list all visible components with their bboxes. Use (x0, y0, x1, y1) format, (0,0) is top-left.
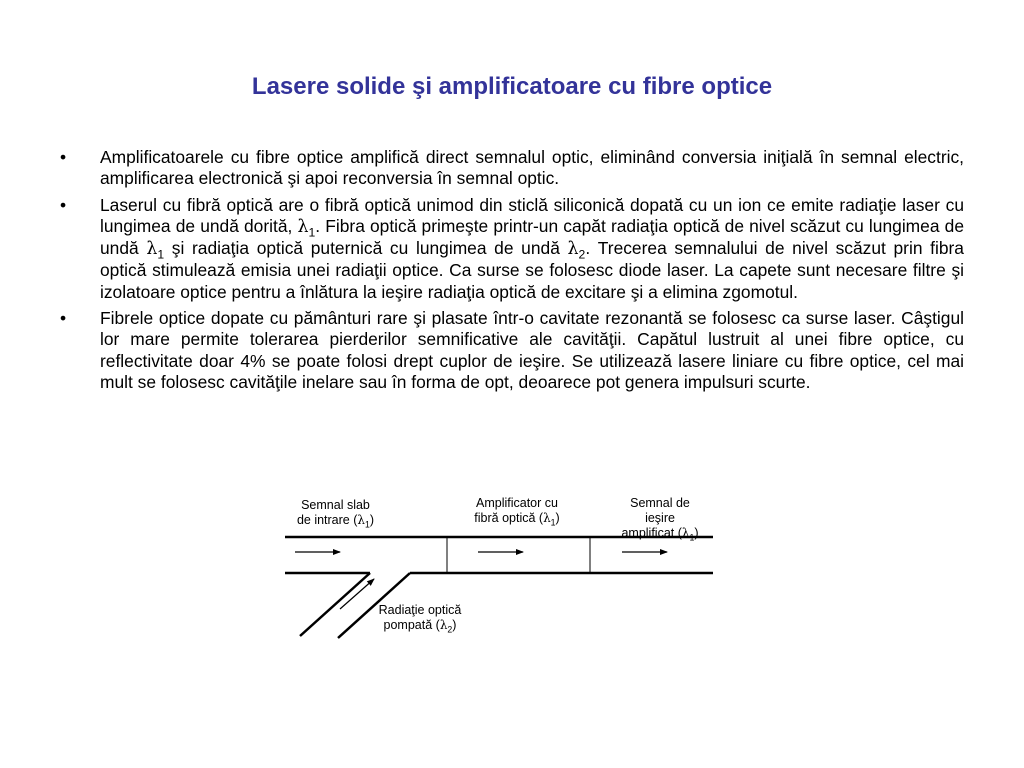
label-text: pompată ( (383, 618, 440, 632)
label-line: Radiaţie optică (378, 603, 462, 617)
output-signal-label (600, 496, 720, 541)
pump-fiber-line-left (300, 573, 370, 636)
label-line (452, 511, 582, 526)
subscript: 1 (550, 517, 556, 528)
bullet-marker: • (60, 194, 67, 215)
bullet-text: Amplificatoarele cu fibre optice amplifică direct semnalul optic, eliminând conversia iniţială în semnal electric, amplificarea electronică şi apoi reconversia în semnal optic. (100, 147, 964, 189)
label-line: Semnal slab (301, 498, 370, 512)
subscript: 1 (157, 247, 165, 262)
lambda-symbol: λ (357, 513, 365, 527)
bullet-text-part: . Trecerea semnalului de nivel scăzut prin fibra optică stimulează emisia unei radiaţii optice. Ca surse se folosesc diode laser. La capete sunt necesare filtre şi izolatoare optice pentru a înlătura la ieşire radiaţia optică de excitare şi a elimina zgomotul. (100, 238, 964, 302)
slide-title: Lasere solide şi amplificatoare cu fibre optice (251, 73, 773, 100)
label-text: ) (452, 618, 457, 632)
lambda-symbol: λ (439, 618, 448, 632)
amplifier-label (452, 496, 582, 526)
lambda-symbol: λ (297, 216, 309, 237)
bullet-text-part: Laserul cu fibră optică are o fibră optică unimod din sticlă siliconică dopată cu un ion ce emite radiaţie laser cu lungimea de undă dorită, (100, 194, 964, 236)
label-line: Amplificator cu (476, 496, 558, 510)
label-text: de intrare ( (296, 513, 358, 527)
label-line: Semnal de (630, 496, 690, 510)
label-line (278, 513, 393, 528)
input-signal-label (278, 498, 393, 528)
label-line: ieşire (645, 511, 675, 525)
bullet-item (60, 308, 964, 393)
lambda-symbol: λ (543, 511, 551, 525)
label-text: ) (369, 513, 375, 527)
subscript: 1 (308, 225, 316, 240)
subscript: 1 (689, 532, 695, 543)
label-line (600, 526, 720, 541)
label-line (365, 618, 475, 633)
pump-radiation-label (365, 603, 475, 633)
fiber-amplifier-diagram (270, 488, 730, 648)
label-text: ) (694, 526, 699, 540)
bullet-marker: • (60, 308, 67, 329)
bullet-text: Fibrele optice dopate cu pământuri rare şi plasate într-o cavitate rezonantă se folosesc ca surse laser. Câştigul lor mare permite tolerarea pierderilor semnificative ale cavităţii. Capătul lustruit al unei fibre optice, cu reflectivitate doar 4% se poate folosi drept cuplor de ieşire. Se utilizează lasere liniare cu fibre optice, cel mai mult se folosesc cavităţile inelare sau în forma de opt, deoarece pot genera impulsuri scurte. (100, 308, 964, 392)
lambda-symbol: λ (146, 239, 158, 260)
bullet-list (60, 147, 964, 398)
bullet-text-part: şi radiaţia optică puternică cu lungimea de undă (164, 238, 568, 259)
bullet-item (60, 147, 964, 190)
bullet-item (60, 195, 964, 303)
label-text: ) (555, 511, 560, 525)
bullet-marker: • (60, 147, 67, 167)
lambda-symbol: λ (681, 526, 690, 540)
subscript: 1 (365, 519, 370, 530)
bullet-text-part: . Fibra optică primeşte printr-un capăt radiaţia optică de nivel scăzut cu lungimea de undă (100, 215, 964, 259)
label-text: fibră optică ( (474, 511, 544, 525)
lambda-symbol: λ (567, 239, 579, 260)
label-text: amplificat ( (621, 526, 682, 540)
subscript: 2 (447, 624, 453, 635)
subscript: 2 (578, 247, 586, 262)
